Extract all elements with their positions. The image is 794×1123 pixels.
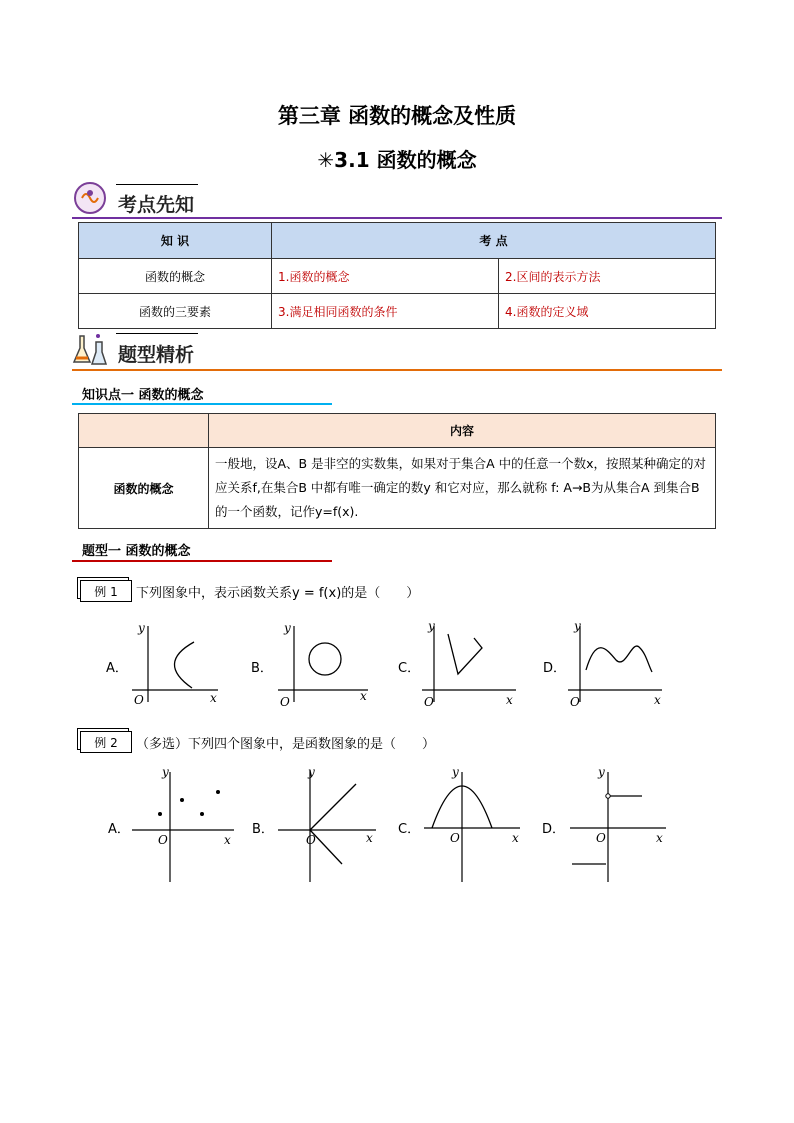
red-rule bbox=[72, 560, 332, 562]
graph-option-d[interactable] bbox=[566, 618, 670, 710]
purple-rule bbox=[72, 217, 722, 219]
svg-text:y: y bbox=[284, 621, 291, 635]
svg-text:x: x bbox=[366, 831, 373, 845]
section-title: ✳3.1 函数的概念 bbox=[317, 148, 477, 172]
graph2-option-d[interactable] bbox=[566, 764, 670, 884]
example-question: 下列图象中，表示函数关系y = f(x)的是（ ） bbox=[136, 586, 420, 601]
orange-rule bbox=[72, 369, 722, 371]
table-cell-topic: 函数的三要素 bbox=[79, 294, 272, 329]
question-type-title: 题型一 函数的概念 bbox=[82, 544, 191, 559]
svg-text:y: y bbox=[138, 621, 145, 635]
option-label: A． bbox=[106, 661, 128, 676]
example-question: （多选）下列四个图象中，是函数图象的是（ ） bbox=[136, 737, 436, 752]
svg-text:O: O bbox=[424, 695, 434, 709]
example-badge: 例 2 bbox=[80, 731, 132, 753]
table-cell-point: 1.函数的概念 bbox=[272, 259, 499, 294]
table-cell-point: 4.函数的定义域 bbox=[499, 294, 716, 329]
svg-text:x: x bbox=[210, 691, 217, 705]
option-label: C． bbox=[398, 661, 421, 676]
graph-option-c[interactable] bbox=[420, 618, 520, 710]
knowledge-point-title: 知识点一 函数的概念 bbox=[82, 388, 204, 403]
graph2-option-a[interactable] bbox=[126, 764, 236, 884]
option-label: C． bbox=[398, 822, 421, 837]
section-header-label: 考点先知 bbox=[118, 194, 195, 216]
svg-text:O: O bbox=[450, 831, 460, 845]
svg-text:O: O bbox=[280, 695, 290, 709]
svg-text:O: O bbox=[134, 693, 144, 707]
option-label: B． bbox=[251, 661, 273, 676]
option-label: D． bbox=[543, 661, 567, 676]
table-cell-point: 3.满足相同函数的条件 bbox=[272, 294, 499, 329]
svg-text:y: y bbox=[308, 765, 315, 779]
section-header-kaodian bbox=[72, 180, 722, 220]
header-underline-top bbox=[116, 333, 198, 334]
svg-text:y: y bbox=[428, 619, 435, 633]
svg-text:y: y bbox=[598, 765, 605, 779]
definition-text: 一般地，设A、B 是非空的实数集，如果对于集合A 中的任意一个数x，按照某种确定的对应关系f,在集合B 中都有唯一确定的数y 和它对应，那么就称 f: A→B为从集合A 到集合B 的一个函数，记作y=f(x). bbox=[209, 448, 716, 529]
section-header-label: 题型精析 bbox=[118, 344, 195, 366]
section-header-tixing bbox=[72, 330, 722, 372]
svg-text:x: x bbox=[506, 693, 513, 707]
svg-text:x: x bbox=[656, 831, 663, 845]
svg-text:x: x bbox=[512, 831, 519, 845]
table-cell-point: 2.区间的表示方法 bbox=[499, 259, 716, 294]
svg-text:y: y bbox=[452, 765, 459, 779]
col-header-points: 考 点 bbox=[272, 223, 716, 259]
table-cell-topic: 函数的概念 bbox=[79, 259, 272, 294]
option-label: A． bbox=[108, 822, 130, 837]
knowledge-table bbox=[78, 222, 716, 329]
svg-text:x: x bbox=[654, 693, 661, 707]
table-row bbox=[79, 259, 716, 294]
brain-icon bbox=[72, 180, 108, 216]
definition-table bbox=[78, 413, 716, 529]
example-badge: 例 1 bbox=[80, 580, 132, 602]
svg-text:O: O bbox=[158, 833, 168, 847]
graph2-option-c[interactable] bbox=[420, 764, 524, 884]
svg-text:y: y bbox=[574, 619, 581, 633]
svg-text:O: O bbox=[306, 833, 316, 847]
option-label: B． bbox=[252, 822, 274, 837]
table-row bbox=[79, 294, 716, 329]
graph2-option-b[interactable] bbox=[276, 764, 380, 884]
svg-text:x: x bbox=[360, 689, 367, 703]
header-underline-top bbox=[116, 184, 198, 185]
graph-option-a[interactable] bbox=[126, 618, 226, 710]
content-header: 内容 bbox=[209, 414, 716, 448]
flask-icon bbox=[72, 330, 110, 368]
svg-text:y: y bbox=[162, 765, 169, 779]
col-header-knowledge: 知 识 bbox=[79, 223, 272, 259]
svg-text:O: O bbox=[570, 695, 580, 709]
svg-text:O: O bbox=[596, 831, 606, 845]
option-label: D． bbox=[542, 822, 566, 837]
blue-rule bbox=[72, 403, 332, 405]
graph-option-b[interactable] bbox=[272, 618, 376, 710]
svg-text:x: x bbox=[224, 833, 231, 847]
blank-header-cell bbox=[79, 414, 209, 448]
definition-label: 函数的概念 bbox=[79, 448, 209, 529]
chapter-title: 第三章 函数的概念及性质 bbox=[277, 104, 517, 128]
